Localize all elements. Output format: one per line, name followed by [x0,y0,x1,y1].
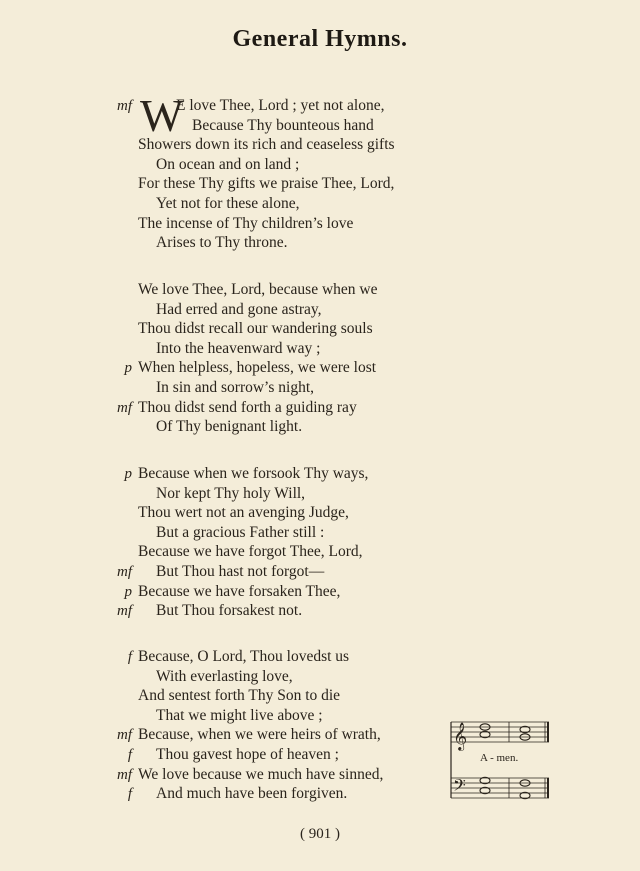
dynamic-marking: p [124,583,132,600]
hymn-line: That we might live above ; [156,706,323,724]
hymn-line: Thou didst send forth a guiding ray [138,398,357,416]
hymn-line: Showers down its rich and ceaseless gifts [138,136,395,154]
hymn-line: When helpless, hopeless, we were lost [138,359,377,377]
dynamic-marking: p [124,466,132,482]
hymn-line: But Thou hast not forgot— [156,563,325,580]
dynamic-marking: mf [117,564,132,580]
svg-text:𝄞: 𝄞 [453,722,468,750]
hymn-line: Because we have forsaken Thee, [138,582,341,600]
hymn-line: But Thou forsakest not. [156,602,303,620]
dynamic-marking: mf [117,399,132,416]
hymn-line: We love because we much have sinned, [138,765,384,783]
hymn-line: Into the heavenward way ; [156,339,321,357]
dynamic-marking: mf [117,727,132,744]
dynamic-marking: mf [117,98,132,114]
hymn-line: Had erred and gone astray, [156,300,322,318]
page-number: ( 901 ) [300,826,340,842]
dynamic-marking: p [124,360,132,377]
dynamic-marking: f [127,649,132,665]
amen-label: A - men. [480,752,519,764]
hymn-line: E love Thee, Lord ; yet not alone, [176,97,385,114]
hymn-line: Because, O Lord, Thou lovedst us [138,648,350,665]
dynamic-marking: f [127,747,132,763]
hymn-line: Thou wert not an avenging Judge, [138,504,349,522]
hymn-line: On ocean and on land ; [156,155,300,173]
drop-cap: W [140,90,184,141]
dynamic-marking: mf [117,603,132,620]
page-title: General Hymns. [232,26,408,52]
hymn-line: Because, when we were heirs of wrath, [138,726,381,744]
dynamic-marking: mf [117,766,132,783]
hymn-line: We love Thee, Lord, because when we [138,281,378,298]
hymn-line: With everlasting love, [156,667,293,685]
hymn-line: Arises to Thy throne. [156,234,288,252]
hymn-line: Nor kept Thy holy Will, [156,484,306,502]
hymn-line: Because when we forsook Thy ways, [138,465,369,482]
hymn-line: Because Thy bounteous hand [192,116,374,134]
hymn-line: Of Thy benignant light. [156,418,303,436]
hymn-line: Thou gavest hope of heaven ; [156,746,339,763]
hymn-line: In sin and sorrow’s night, [156,379,315,396]
hymn-line: The incense of Thy children’s love [138,214,354,232]
hymn-line: Because we have forgot Thee, Lord, [138,543,363,561]
svg-text:𝄢: 𝄢 [453,775,466,799]
hymn-line: And much have been forgiven. [156,785,348,803]
hymn-line: But a gracious Father still : [156,523,325,541]
hymn-line: For these Thy gifts we praise Thee, Lord, [138,175,395,193]
hymn-line: Yet not for these alone, [156,195,300,212]
hymn-line: Thou didst recall our wandering souls [138,320,373,338]
hymn-line: And sentest forth Thy Son to die [138,687,341,705]
dynamic-marking: f [127,786,132,803]
